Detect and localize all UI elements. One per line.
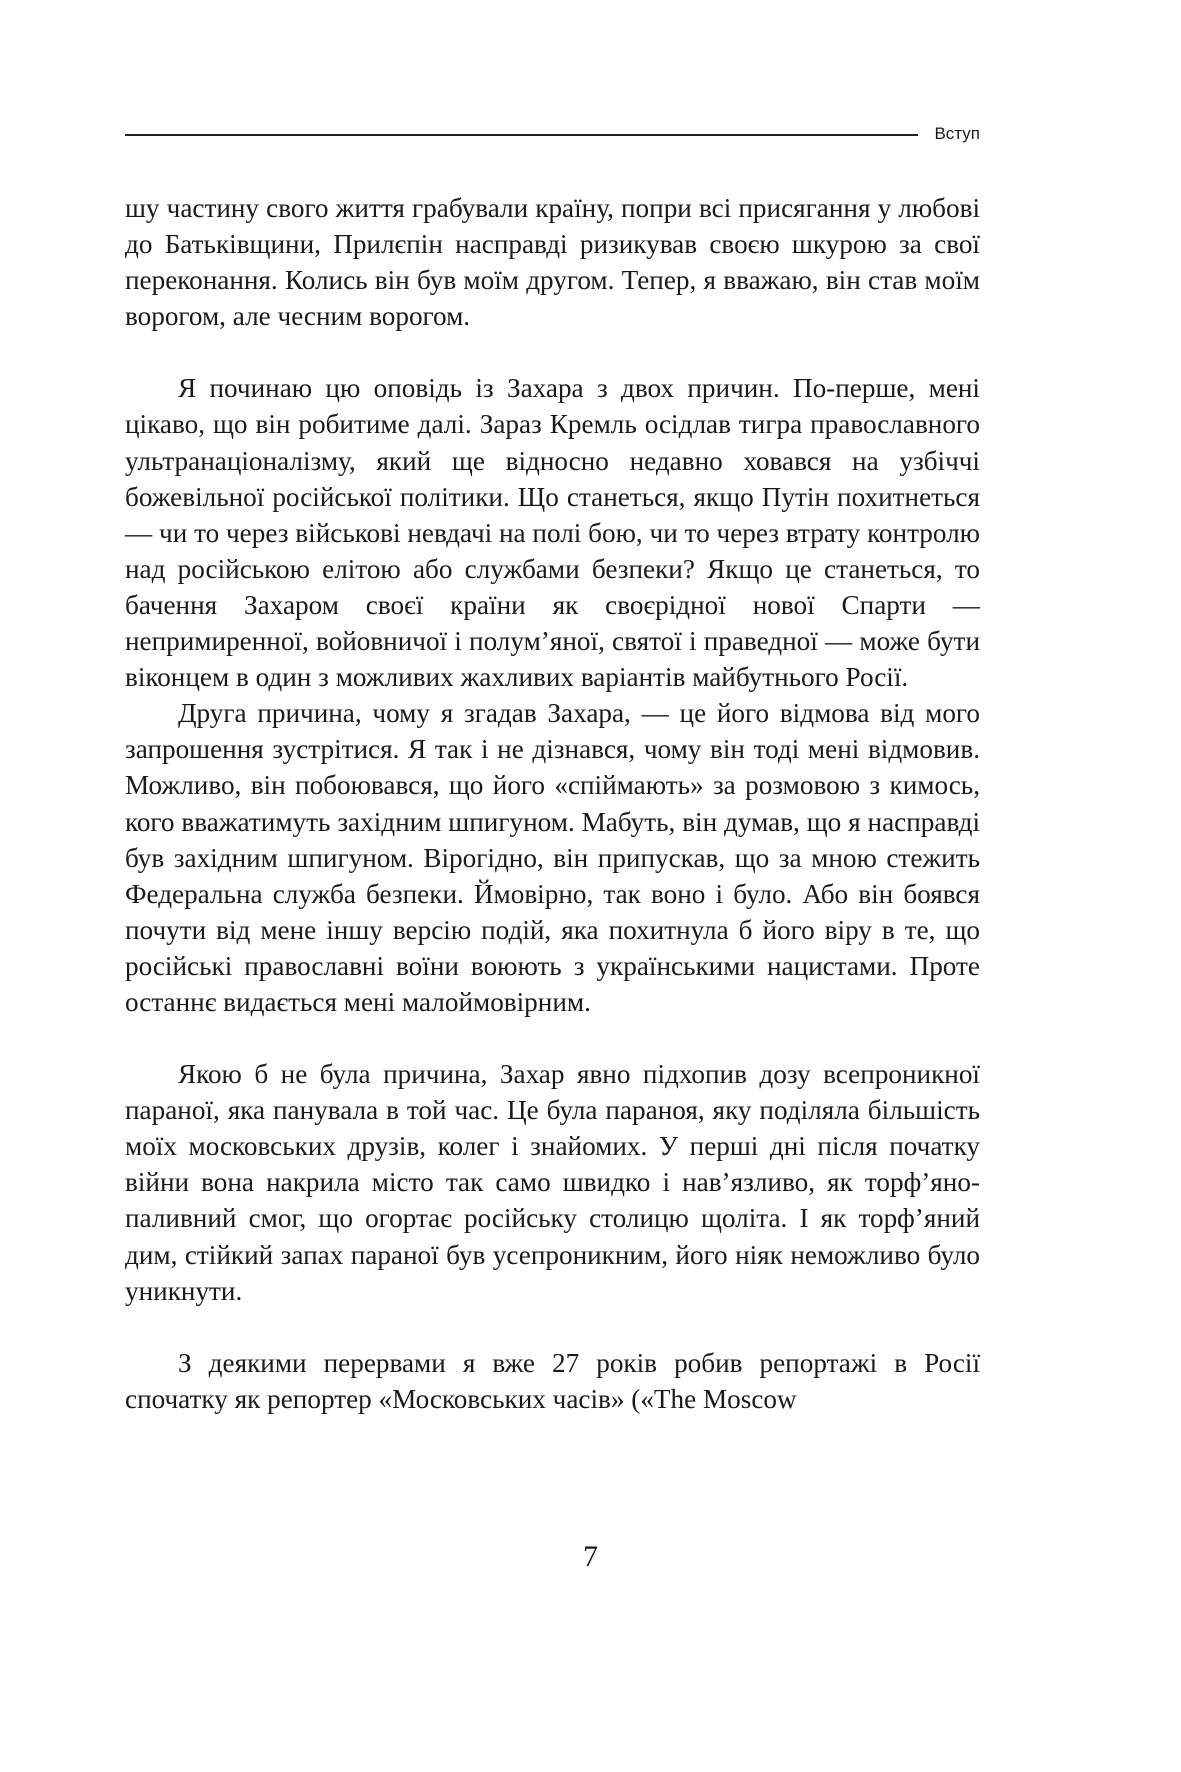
header-rule [125, 134, 918, 136]
paragraph-continued: шу частину свого життя грабували країну, попри всі присягання у любові до Батьківщини, Прилєпін насправді ризикував своєю шкурою за свої переконання. Колись він був моїм другом. Тепер, я вважаю, він став моїм ворогом, але чесним ворогом. [125, 193, 980, 332]
running-header [125, 120, 980, 150]
body-text [125, 190, 980, 1417]
paragraph: Друга причина, чому я згадав Захара, — це його відмова від мого запрошення зустрітися. Я так і не дізнався, чому він тоді мені відмовив. Можливо, він побоювався, що його «спіймають» за розмовою з кимось, кого вважатимуть західним шпигуном. Мабуть, він думав, що я насправді був західним шпигуном. Вірогідно, він припускав, що за мною стежить Федеральна служба безпеки. Ймовірно, так воно і було. Або він боявся почути від мене іншу версію подій, яка похитнула б його віру в те, що російські православні воїни воюють з українськими нацистами. Проте останнє видається мені малоймовірним. [125, 698, 980, 1017]
paragraph: Я починаю цю оповідь із Захара з двох причин. По-перше, мені цікаво, що він робитиме далі. Зараз Кремль осідлав тигра православного ультранаціоналізму, який ще відносно недавно ховався на узбіччі божевільної російської політики. Що станеться, якщо Путін похитнеться — чи то через військові невдачі на полі бою, чи то через втрату контролю над російською елітою або службами безпеки? Якщо це станеться, то бачення Захаром своєї країни як своєрідної нової Спарти — непримиренної, войовничої і полум’яної, святої і праведної — може бути віконцем в один з можливих жахливих варіантів майбутнього Росії. [125, 373, 980, 693]
paragraph: Якою б не була причина, Захар явно підхопив дозу всепроникної параної, яка панувала в той час. Це була параноя, яку поділяла більшість моїх московських друзів, колег і знайомих. У перші дні після початку війни вона накрила місто так само швидко і нав’язливо, як торф’яно-паливний смог, що огортає російську столицю щоліта. І як торф’яний дим, стійкий запах параної був усепроникним, його ніяк неможливо було уникнути. [125, 1059, 980, 1306]
paragraph: З деякими перервами я вже 27 років робив репортажі в Росії спочатку як репортер «Московських часів» («The Moscow [125, 1347, 980, 1414]
running-header-title: Вступ [934, 124, 980, 143]
page-number: 7 [583, 1540, 598, 1573]
